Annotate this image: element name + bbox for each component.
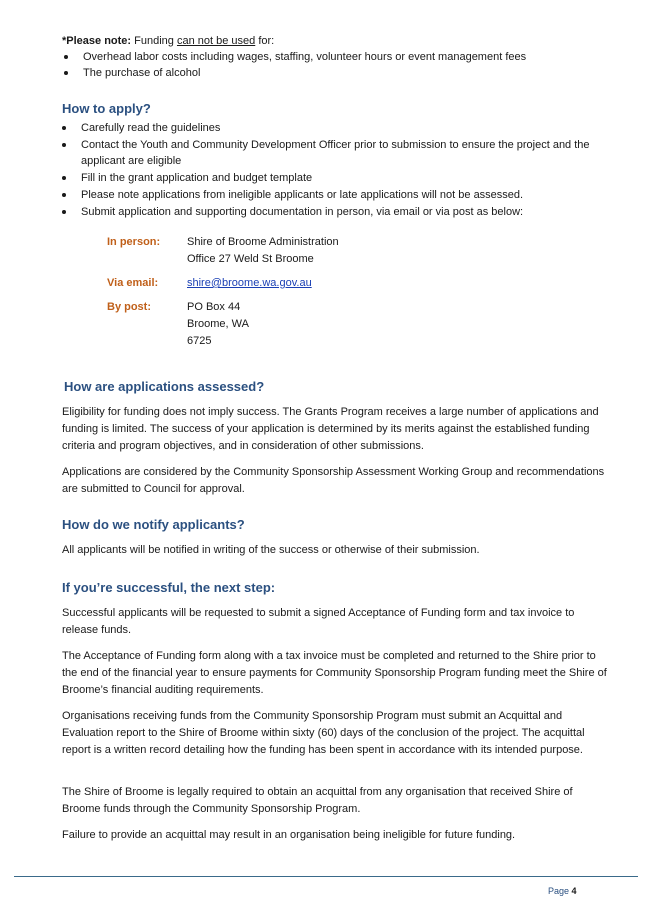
list-item: Submit application and supporting documentation in person, via email or via post as below:: [81, 204, 611, 220]
list-item: Contact the Youth and Community Development Officer prior to submission to ensure the project and the applicant are eligible: [81, 137, 611, 169]
assessed-heading: How are applications assessed?: [64, 379, 265, 394]
successful-paragraph-2: The Acceptance of Funding form along with a tax invoice must be completed and returned to the Shire prior to the end of the financial year to ensure payments for Community Sponsorship Program funding meet the Shire of Broome’s financial auditing requirements.: [62, 650, 607, 696]
email-link[interactable]: shire@broome.wa.gov.au: [187, 277, 312, 289]
list-item: Please note applications from ineligible applicants or late applications will not be assessed.: [81, 187, 611, 203]
successful-paragraph-3: Organisations receiving funds from the Community Sponsorship Program must submit an Acquittal and Evaluation report to the Shire of Broome within sixty (60) days of the conclusion of the project. The acquittal report is a written record detailing how the funding has been spent in accordance with its intended purpose.: [62, 710, 585, 756]
post-line-1: PO Box 44: [187, 301, 241, 313]
notify-paragraph: All applicants will be notified in writing of the success or otherwise of their submission.: [62, 544, 480, 556]
successful-paragraph-1: Successful applicants will be requested to submit a signed Acceptance of Funding form and tax invoice to release funds.: [62, 607, 575, 636]
page-number: [548, 886, 577, 896]
successful-paragraph-5: Failure to provide an acquittal may result in an organisation being ineligible for future funding.: [62, 829, 516, 841]
list-item: Carefully read the guidelines: [81, 120, 611, 136]
successful-paragraph-4: The Shire of Broome is legally required to obtain an acquittal from any organisation that received Shire of Broome funds through the Community Sponsorship Program.: [62, 786, 573, 815]
post-line-2: Broome, WA: [187, 318, 249, 330]
page-label: Page: [548, 886, 570, 896]
in-person-label: In person:: [107, 236, 161, 248]
funding-note: [62, 33, 274, 50]
in-person-value: [187, 234, 447, 268]
note-text-before: Funding: [131, 35, 177, 47]
post-label: By post:: [107, 301, 151, 313]
post-value: [187, 299, 447, 350]
note-prefix: *Please note:: [62, 35, 132, 47]
list-item: Overhead labor costs including wages, staffing, volunteer hours or event management fees: [83, 51, 527, 63]
post-line-3: 6725: [187, 335, 212, 347]
email-label: Via email:: [107, 277, 159, 289]
page-number-value: 4: [571, 886, 577, 896]
list-item: The purchase of alcohol: [83, 65, 526, 81]
assessed-paragraph-2: Applications are considered by the Community Sponsorship Assessment Working Group and recommendations are submitted to Council for approval.: [62, 466, 605, 495]
in-person-line-2: Office 27 Weld St Broome: [187, 253, 314, 265]
note-underlined: can not be used: [176, 35, 256, 47]
footer-divider: [14, 876, 638, 877]
note-list: [83, 49, 526, 81]
apply-list: [81, 120, 611, 221]
in-person-line-1: Shire of Broome Administration: [187, 236, 339, 248]
successful-heading: If you’re successful, the next step:: [62, 580, 276, 595]
list-item: Fill in the grant application and budget template: [81, 170, 611, 186]
assessed-paragraph-1: Eligibility for funding does not imply success. The Grants Program receives a large number of applications and funding is limited. The success of your application is determined by its merits against the established funding criteria and program objectives, and in consideration of other submissions.: [62, 406, 599, 452]
notify-heading: How do we notify applicants?: [62, 517, 245, 532]
how-to-apply-heading: How to apply?: [62, 101, 151, 116]
note-text-after: for:: [255, 35, 275, 47]
email-value-wrap: [187, 275, 447, 292]
